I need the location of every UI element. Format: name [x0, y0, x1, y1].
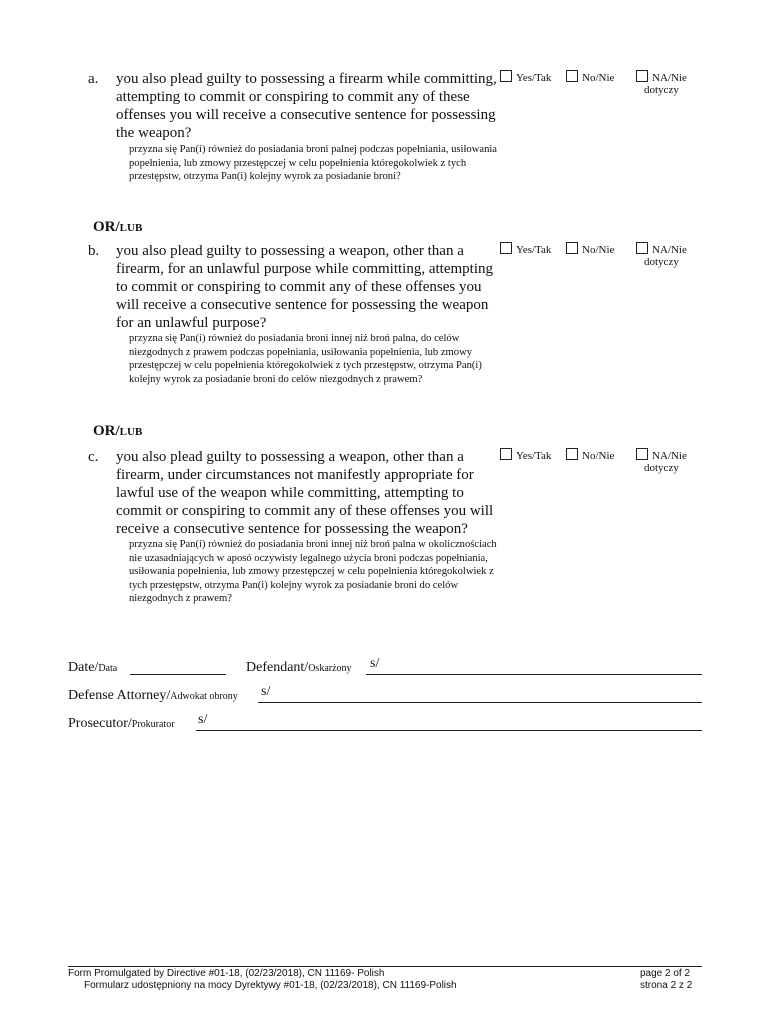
- yes-label: Yes/Tak: [516, 450, 552, 462]
- question-letter: a.: [88, 71, 99, 87]
- yes-option[interactable]: [500, 70, 551, 85]
- na-label: NA/Nie: [652, 244, 687, 256]
- yes-option[interactable]: [500, 448, 551, 463]
- yes-option[interactable]: [500, 242, 551, 257]
- or-label-pl: LUB: [119, 426, 143, 438]
- date-field[interactable]: [130, 674, 226, 675]
- question-polish: przyzna się Pan(i) również do posiadania broni innej niż broń palna, do celów niezgodnych z prawem podczas popełniania, usiłowania popełnienia, lub zmowy przestępczej w celu popełnienia któregokolwiek z tych przestępstw, otrzyma Pan(i) kolejny wyrok za posiadanie broni do celów niezgodnych z prawem?: [129, 333, 482, 385]
- yes-label: Yes/Tak: [516, 72, 552, 84]
- page-number-en: page 2 of 2: [640, 968, 691, 979]
- question-english: you also plead guilty to possessing a weapon, other than a firearm, under circumstances not manifestly appropriate for lawful use of the weapon while committing, attempting to commit or conspiring to commit any of these offenses you will receive a consecutive sentence for possessing the weapon?: [116, 449, 494, 537]
- yes-checkbox[interactable]: [500, 242, 512, 254]
- footer-form-info: [68, 968, 457, 992]
- na-label-line2: dotyczy: [644, 256, 679, 268]
- page-number-pl: strona 2 z 2: [640, 980, 693, 991]
- na-checkbox[interactable]: [636, 448, 648, 460]
- na-option[interactable]: [636, 70, 687, 85]
- or-label-pl: LUB: [119, 222, 143, 234]
- date-label-pl: Data: [98, 663, 118, 674]
- or-label-en: OR/: [93, 423, 120, 439]
- footer-divider: [68, 966, 702, 967]
- yes-checkbox[interactable]: [500, 448, 512, 460]
- na-label: NA/Nie: [652, 72, 687, 84]
- answer-options: [500, 448, 770, 488]
- no-label: No/Nie: [582, 72, 615, 84]
- yes-checkbox[interactable]: [500, 70, 512, 82]
- answer-options: [500, 70, 770, 110]
- na-label-line2: dotyczy: [644, 84, 679, 96]
- no-option[interactable]: [566, 242, 614, 257]
- or-separator: [93, 423, 142, 440]
- footer-page-number: [640, 968, 692, 992]
- defendant-label-pl: Oskarżony: [308, 663, 352, 674]
- no-checkbox[interactable]: [566, 70, 578, 82]
- no-checkbox[interactable]: [566, 242, 578, 254]
- no-option[interactable]: [566, 70, 614, 85]
- footer-line-pl: Formularz udostępniony na mocy Dyrektywy #01-18, (02/23/2018), CN 11169-Polish: [84, 980, 457, 991]
- prosecutor-label-en: Prosecutor/: [68, 716, 132, 731]
- prosecutor-signature-field[interactable]: [196, 730, 702, 731]
- na-label-line2: dotyczy: [644, 462, 679, 474]
- no-label: No/Nie: [582, 450, 615, 462]
- yes-label: Yes/Tak: [516, 244, 552, 256]
- date-label: [68, 660, 117, 677]
- defendant-label: [246, 660, 352, 677]
- question-polish: przyzna się Pan(i) również do posiadania broni innej niż broń palna w okolicznościach nie uzasadniających w aposó oczywisty legalnego użycia broni podczas popełniania, usiłowania popełnienia, lub zmowy przestępczej w celu popełnienia któregokolwiek z tych przestępstw, otrzyma Pan(i) kolejny wyrok za posiadanie broni do celów niezgodnych z prawem?: [129, 539, 497, 604]
- no-checkbox[interactable]: [566, 448, 578, 460]
- prosecutor-signature-value: s/: [198, 712, 208, 727]
- no-label: No/Nie: [582, 244, 615, 256]
- attorney-label-pl: Adwokat obrony: [170, 691, 238, 702]
- attorney-label-en: Defense Attorney/: [68, 688, 171, 703]
- na-checkbox[interactable]: [636, 70, 648, 82]
- or-separator: [93, 219, 142, 236]
- attorney-label: [68, 688, 238, 705]
- question-letter: b.: [88, 243, 100, 259]
- question-letter: c.: [88, 449, 99, 465]
- question-english: you also plead guilty to possessing a weapon, other than a firearm, for an unlawful purpose while committing, attempting to commit or conspiring to commit any of these offenses you will receive a consecutive sentence for possessing the weapon for an unlawful purpose?: [116, 243, 493, 331]
- defendant-label-en: Defendant/: [246, 660, 309, 675]
- or-label-en: OR/: [93, 219, 120, 235]
- question-english: you also plead guilty to possessing a firearm while committing, attempting to commit or conspiring to commit any of these offenses you will receive a consecutive sentence for possessing the weapon?: [116, 71, 497, 141]
- na-checkbox[interactable]: [636, 242, 648, 254]
- prosecutor-label-pl: Prokurator: [131, 719, 175, 730]
- na-label: NA/Nie: [652, 450, 687, 462]
- na-option[interactable]: [636, 242, 687, 257]
- no-option[interactable]: [566, 448, 614, 463]
- date-label-en: Date/: [68, 660, 99, 675]
- question-polish: przyzna się Pan(i) również do posiadania broni palnej podczas popełniania, usiłowania popełnienia, lub zmowy przestępczej w celu popełnienia któregokolwiek z tych przestępstw, otrzyma Pan(i) kolejny wyrok za posiadanie broni?: [129, 144, 498, 182]
- attorney-signature-field[interactable]: [258, 702, 702, 703]
- answer-options: [500, 242, 770, 282]
- defendant-signature-value: s/: [370, 656, 380, 671]
- attorney-signature-value: s/: [261, 684, 271, 699]
- footer-line-en: Form Promulgated by Directive #01-18, (02/23/2018), CN 11169- Polish: [68, 968, 385, 979]
- prosecutor-label: [68, 716, 175, 733]
- defendant-signature-field[interactable]: [366, 674, 702, 675]
- na-option[interactable]: [636, 448, 687, 463]
